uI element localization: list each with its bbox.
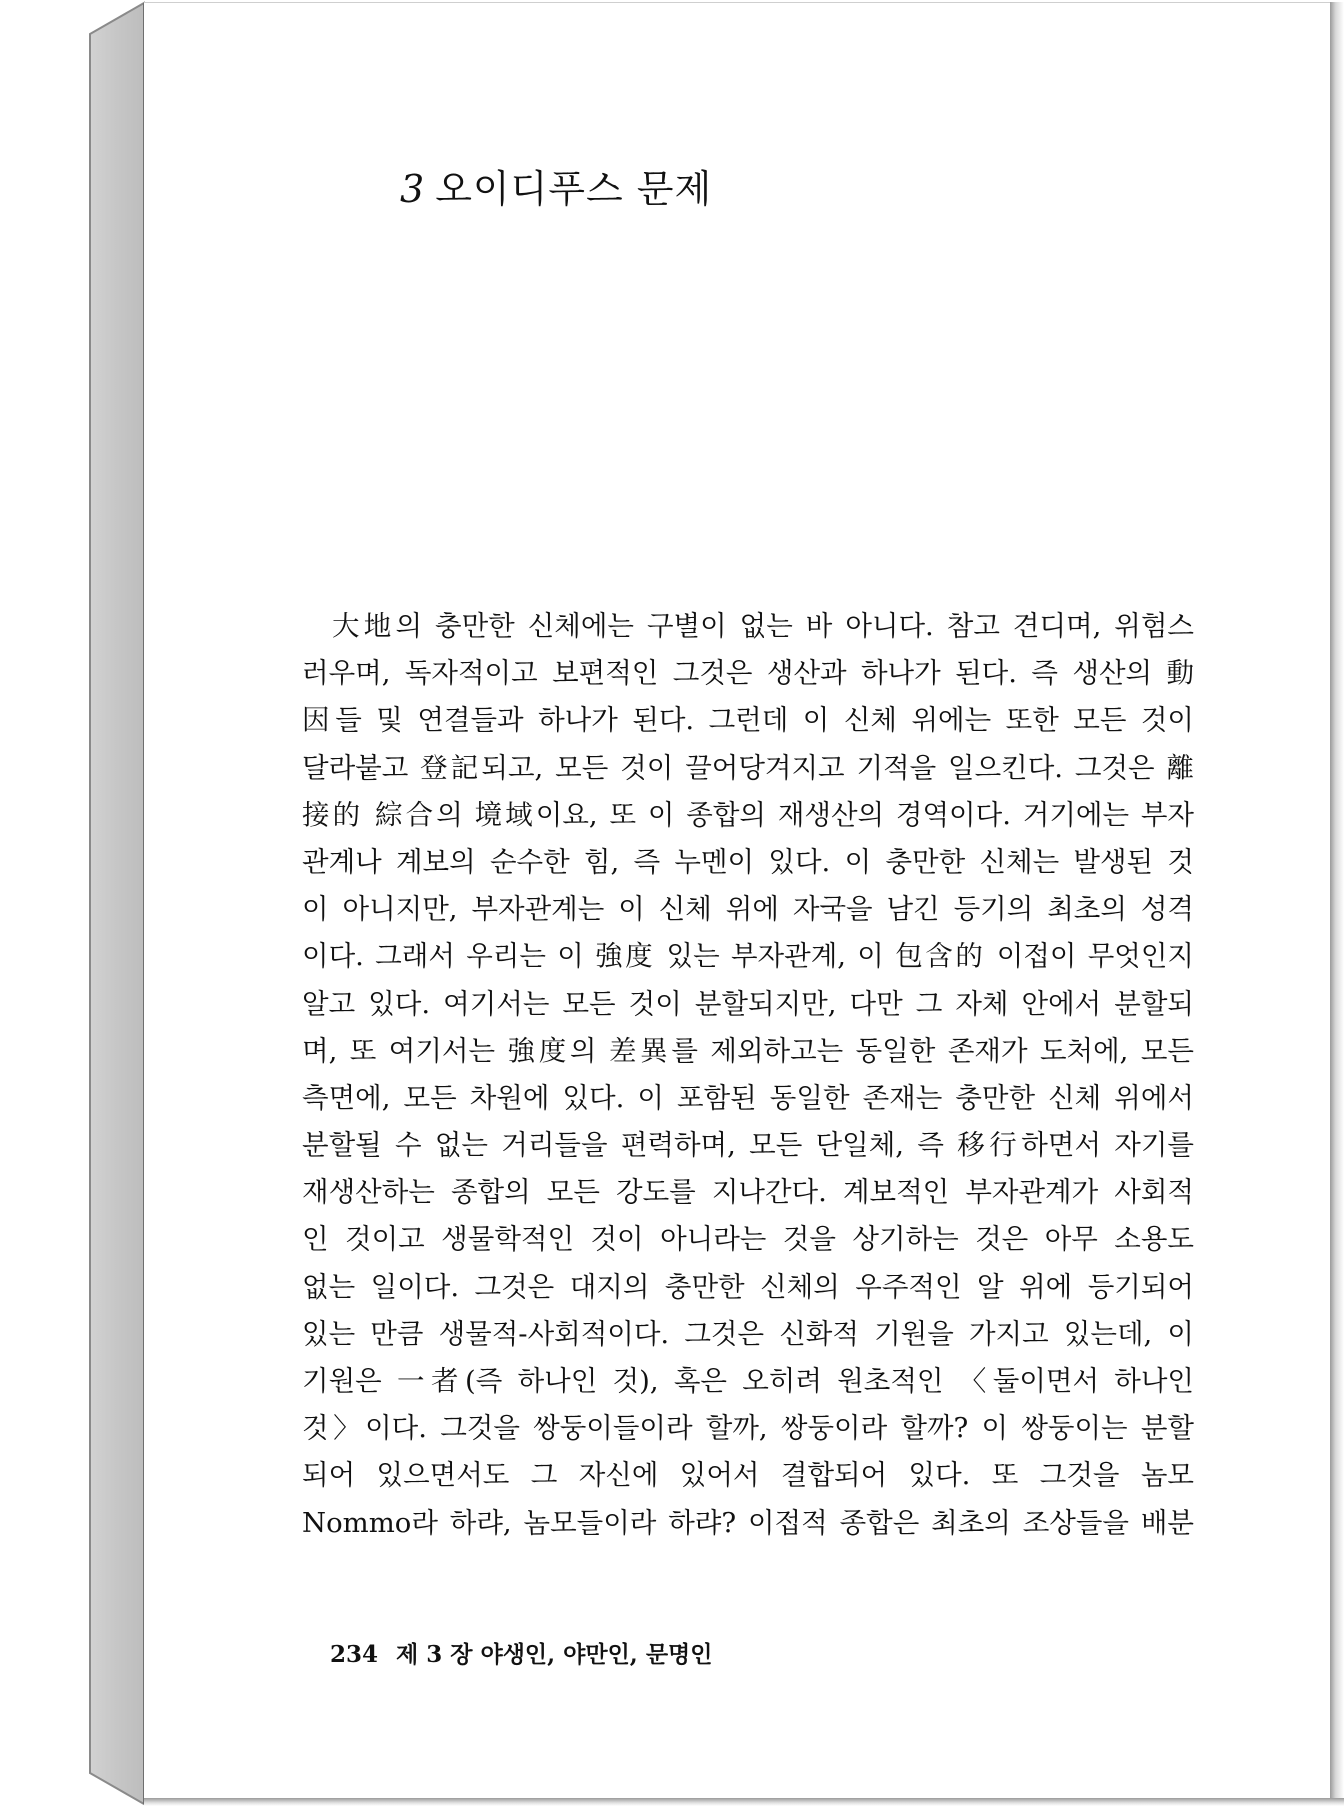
page-footer (330, 1636, 712, 1669)
text-line: 기원은 一者(즉 하나인 것), 혹은 오히려 원초적인 〈둘이면서 하나인 (302, 1365, 1194, 1397)
running-head: 제 3 장 야생인, 야만인, 문명인 (396, 1641, 713, 1668)
text-line: 분할될 수 없는 거리들을 편력하며, 모든 단일체, 즉 移行하면서 자기를 (302, 1129, 1194, 1162)
text-line: 알고 있다. 여기서는 모든 것이 분할되지만, 다만 그 자체 안에서 분할되 (302, 987, 1194, 1020)
text-line: 없는 일이다. 그것은 대지의 충만한 신체의 우주적인 알 위에 등기되어 (302, 1270, 1194, 1303)
text-line: 측면에, 모든 차원에 있다. 이 포함된 동일한 존재는 충만한 신체 위에서 (302, 1081, 1194, 1114)
text-line: 이다. 그래서 우리는 이 強度 있는 부자관계, 이 包含的 이접이 무엇인지 (302, 940, 1194, 973)
text-line: 달라붙고 登記되고, 모든 것이 끌어당겨지고 기적을 일으킨다. 그것은 離 (302, 751, 1194, 784)
text-line: 인 것이고 생물학적인 것이 아니라는 것을 상기하는 것은 아무 소용도 (302, 1223, 1194, 1256)
text-line: 있는 만큼 생물적-사회적이다. 그것은 신화적 기원을 가지고 있는데, 이 (302, 1317, 1194, 1350)
text-line: 것〉이다. 그것을 쌍둥이들이라 할까, 쌍둥이라 할까? 이 쌍둥이는 분할 (302, 1412, 1194, 1445)
text-line: 며, 또 여기서는 強度의 差異를 제외하고는 동일한 존재가 도처에, 모든 (302, 1034, 1194, 1067)
text-line: Nommo라 하랴, 놈모들이라 하랴? 이접적 종합은 최초의 조상들을 배분 (302, 1506, 1194, 1539)
body-paragraph (302, 603, 1194, 1547)
text-line: 관계나 계보의 순수한 힘, 즉 누멘이 있다. 이 충만한 신체는 발생된 것 (302, 845, 1194, 878)
text-line: 이 아니지만, 부자관계는 이 신체 위에 자국을 남긴 등기의 최초의 성격 (302, 893, 1194, 926)
page-edge-shadow (1330, 2, 1344, 1802)
text-line: 接的 綜合의 境域이요, 또 이 종합의 재생산의 경역이다. 거기에는 부자 (302, 798, 1194, 831)
text-line: 되어 있으면서도 그 자신에 있어서 결합되어 있다. 또 그것을 놈모 (302, 1459, 1194, 1492)
text-line: 재생산하는 종합의 모든 강도를 지나간다. 계보적인 부자관계가 사회적 (302, 1176, 1194, 1209)
chapter-heading (400, 158, 1100, 213)
chapter-title: 오이디푸스 문제 (435, 167, 713, 211)
page-number: 234 (330, 1641, 379, 1668)
text-line: 러우며, 독자적이고 보편적인 그것은 생산과 하나가 된다. 즉 생산의 動 (302, 657, 1194, 690)
text-line: 因들 및 연결들과 하나가 된다. 그런데 이 신체 위에는 또한 모든 것이 (302, 704, 1194, 737)
text-line: 大地의 충만한 신체에는 구별이 없는 바 아니다. 참고 견디며, 위험스 (332, 610, 1194, 642)
chapter-number: 3 (400, 167, 426, 211)
page-bottom-shadow (144, 1798, 1344, 1806)
